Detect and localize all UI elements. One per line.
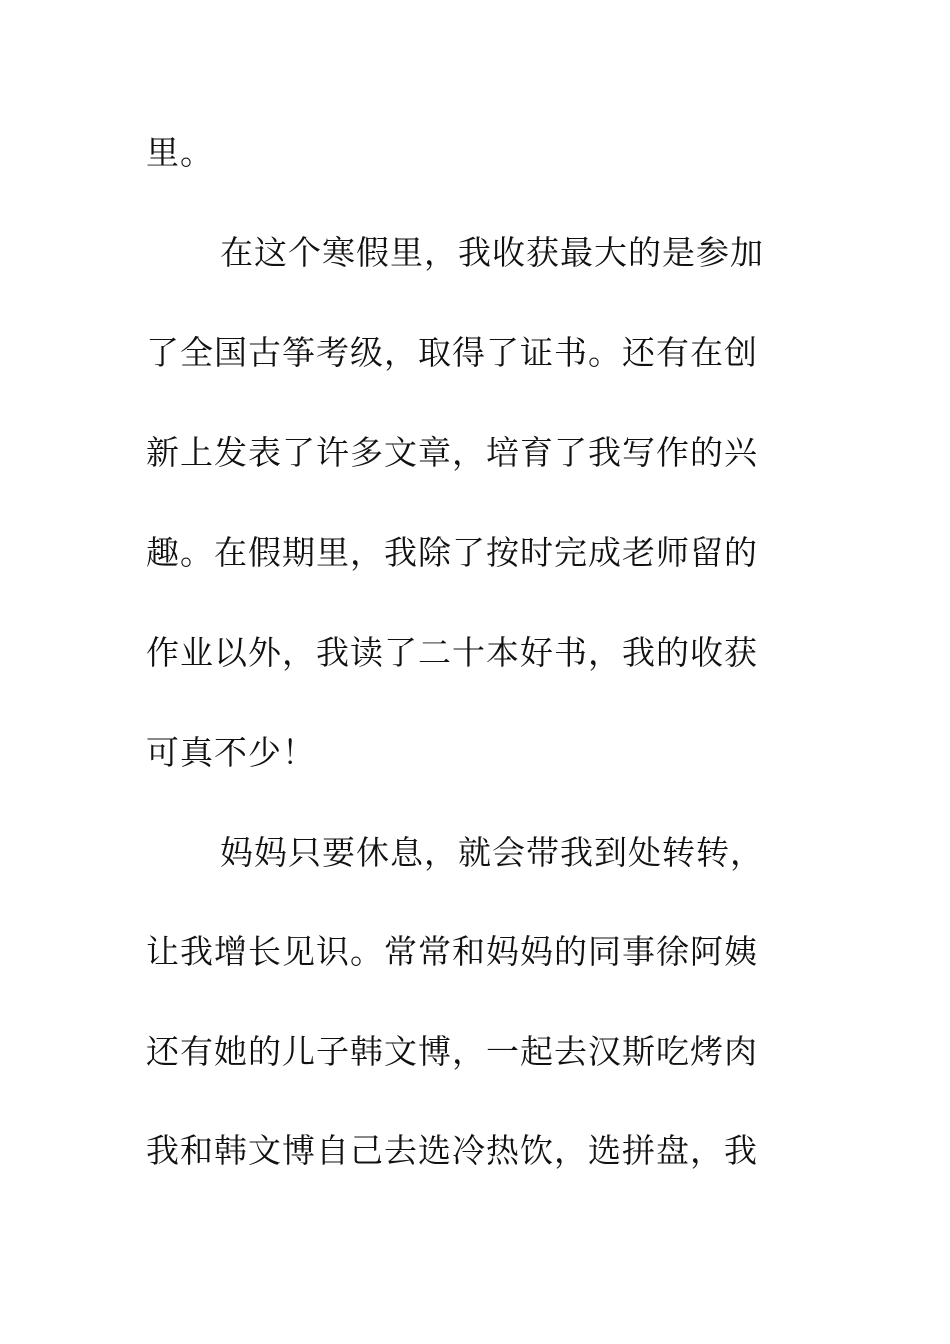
text-line-6: 作业以外，我读了二十本好书，我的收获 [146,633,758,672]
text-line-3: 了全国古筝考级，取得了证书。还有在创 [146,333,758,372]
text-line-2: 在这个寒假里，我收获最大的是参加 [220,233,764,272]
text-line-5: 趣。在假期里，我除了按时完成老师留的 [146,533,758,572]
text-line-10: 还有她的儿子韩文博，一起去汉斯吃烤肉 [146,1032,758,1071]
text-line-9: 让我增长见识。常常和妈妈的同事徐阿姨 [146,932,758,971]
text-line-8: 妈妈只要休息，就会带我到处转转， [220,833,764,872]
text-line-4: 新上发表了许多文章，培育了我写作的兴 [146,433,758,472]
text-line-11: 我和韩文博自己去选冷热饮，选拼盘，我 [146,1131,758,1170]
text-line-7: 可真不少！ [146,733,316,772]
text-line-1: 里。 [146,133,214,172]
